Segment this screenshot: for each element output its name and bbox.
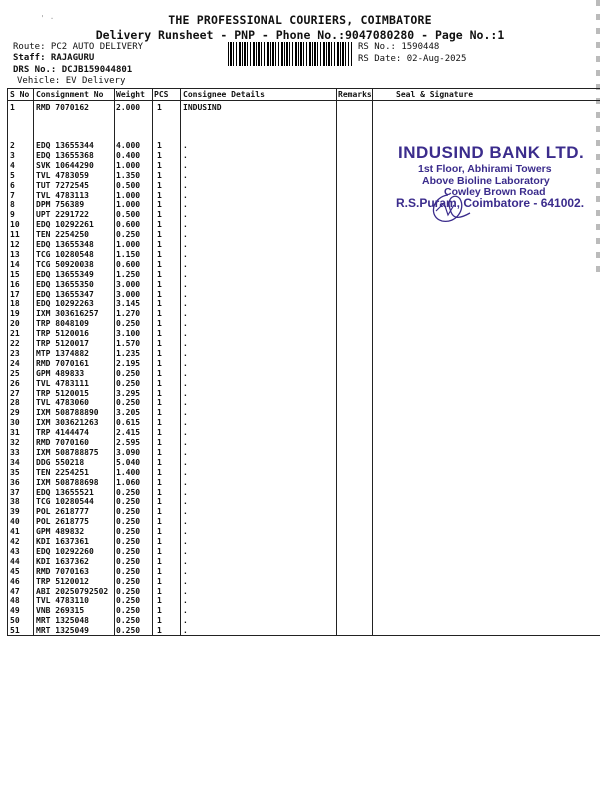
row-pcs: 1	[157, 546, 162, 556]
row-sno: 34	[10, 457, 20, 467]
row-consignee: .	[183, 348, 188, 358]
row-pcs: 1	[157, 279, 162, 289]
row-consignee: .	[183, 220, 188, 230]
row-sno: 23	[10, 348, 20, 358]
row-weight: 3.295	[116, 388, 141, 398]
row-pcs: 1	[157, 220, 162, 230]
row-weight: 3.205	[116, 408, 141, 418]
row-sno: 49	[10, 606, 20, 616]
row-pcs: 1	[157, 190, 162, 200]
row-pcs: 1	[157, 309, 162, 319]
row-pcs: 1	[157, 527, 162, 537]
row-consignment: TVL 4783111	[36, 378, 89, 388]
row-sno: 5	[10, 170, 15, 180]
route-text: Route: PC2 AUTO DELIVERY	[13, 42, 144, 52]
row-pcs: 1	[157, 447, 162, 457]
column-divider	[33, 89, 34, 635]
row-consignment: EDQ 13655368	[36, 150, 94, 160]
row-sno: 8	[10, 200, 15, 210]
row-consignee: .	[183, 616, 188, 626]
row-pcs: 1	[157, 418, 162, 428]
row-consignment: IXM 303621263	[36, 418, 99, 428]
row-weight: 0.615	[116, 418, 141, 428]
row-consignment: TRP 5120016	[36, 329, 89, 339]
row-weight: 0.600	[116, 259, 141, 269]
row-weight: 0.250	[116, 537, 141, 546]
row-consignee: .	[183, 309, 188, 319]
row-consignment: TCG 50920038	[36, 259, 94, 269]
row-pcs: 1	[157, 299, 162, 309]
row-weight: 3.100	[116, 329, 141, 339]
row-sno: 19	[10, 309, 20, 319]
row-sno: 32	[10, 438, 20, 447]
row-weight: 0.500	[116, 210, 141, 220]
row-pcs: 1	[157, 348, 162, 358]
company-title: THE PROFESSIONAL COURIERS, COIMBATORE	[168, 13, 432, 27]
row-consignee: .	[183, 467, 188, 477]
row-pcs: 1	[157, 249, 162, 259]
row-pcs: 1	[157, 626, 162, 636]
row-pcs: 1	[157, 358, 162, 368]
row-sno: 25	[10, 368, 20, 378]
row-weight: 1.350	[116, 170, 141, 180]
row-consignee: .	[183, 418, 188, 428]
row-pcs: 1	[157, 566, 162, 576]
row-consignment: TVL 4783110	[36, 596, 89, 606]
row-sno: 15	[10, 269, 20, 279]
row-consignee: .	[183, 606, 188, 616]
row-sno: 3	[10, 150, 15, 160]
row-sno: 22	[10, 339, 20, 348]
row-pcs: 1	[157, 230, 162, 240]
row-consignment: IXM 303616257	[36, 309, 99, 319]
row-pcs: 1	[157, 596, 162, 606]
row-consignee: .	[183, 447, 188, 457]
row-weight: 1.235	[116, 348, 141, 358]
row-consignment: TEN 2254250	[36, 230, 89, 240]
row-sno: 33	[10, 447, 20, 457]
row-sno: 37	[10, 487, 20, 497]
row-pcs: 1	[157, 556, 162, 566]
row-pcs: 1	[157, 507, 162, 517]
row-consignment: EDQ 10292261	[36, 220, 94, 230]
stamp-address-line: 1st Floor, Abhirami Towers	[418, 163, 552, 175]
row-consignee: .	[183, 230, 188, 240]
row-pcs: 1	[157, 438, 162, 447]
row-consignee: .	[183, 190, 188, 200]
row-pcs: 1	[157, 103, 162, 112]
row-weight: 0.250	[116, 606, 141, 616]
row-consignment: UPT 2291722	[36, 210, 89, 220]
row-sno: 47	[10, 586, 20, 596]
row-consignee: .	[183, 457, 188, 467]
row-sno: 51	[10, 626, 20, 636]
row-sno: 20	[10, 319, 20, 329]
row-pcs: 1	[157, 477, 162, 487]
row-weight: 2.415	[116, 428, 141, 438]
row-weight: 0.250	[116, 517, 141, 527]
row-weight: 0.250	[116, 546, 141, 556]
row-sno: 40	[10, 517, 20, 527]
row-consignee: .	[183, 210, 188, 220]
row-weight: 1.570	[116, 339, 141, 348]
row-weight: 0.250	[116, 566, 141, 576]
row-consignment: TRP 8048109	[36, 319, 89, 329]
row-consignment: RMD 7070160	[36, 438, 89, 447]
row-consignee: INDUSIND	[183, 103, 222, 112]
row-consignee: .	[183, 319, 188, 329]
row-pcs: 1	[157, 586, 162, 596]
row-sno: 26	[10, 378, 20, 388]
row-consignee: .	[183, 388, 188, 398]
row-pcs: 1	[157, 170, 162, 180]
row-sno: 13	[10, 249, 20, 259]
stamp-address-line: Cowley Brown Road	[444, 186, 546, 198]
row-pcs: 1	[157, 487, 162, 497]
row-pcs: 1	[157, 467, 162, 477]
row-weight: 2.195	[116, 358, 141, 368]
row-sno: 18	[10, 299, 20, 309]
row-sno: 45	[10, 566, 20, 576]
column-divider	[180, 89, 181, 635]
row-sno: 4	[10, 160, 15, 170]
row-consignment: GPM 489833	[36, 368, 85, 378]
col-header-seal: Seal & Signature	[396, 90, 474, 99]
row-consignee: .	[183, 626, 188, 636]
row-consignment: IXM 508788698	[36, 477, 99, 487]
bank-stamp	[388, 143, 600, 248]
row-consignee: .	[183, 596, 188, 606]
row-weight: 1.250	[116, 269, 141, 279]
row-sno: 36	[10, 477, 20, 487]
row-consignee: .	[183, 556, 188, 566]
row-weight: 1.060	[116, 477, 141, 487]
row-consignment: EDQ 13655350	[36, 279, 94, 289]
row-consignee: .	[183, 398, 188, 408]
row-sno: 31	[10, 428, 20, 438]
row-pcs: 1	[157, 378, 162, 388]
row-weight: 0.250	[116, 378, 141, 388]
row-consignment: TUT 7272545	[36, 180, 89, 190]
row-sno: 35	[10, 467, 20, 477]
row-pcs: 1	[157, 329, 162, 339]
row-sno: 43	[10, 546, 20, 556]
row-sno: 42	[10, 537, 20, 546]
row-consignee: .	[183, 477, 188, 487]
row-consignment: EDQ 13655347	[36, 289, 94, 299]
row-consignee: .	[183, 289, 188, 299]
column-divider	[372, 89, 373, 635]
row-weight: 3.000	[116, 279, 141, 289]
row-weight: 2.000	[116, 103, 141, 112]
vehicle-text: Vehicle: EV Delivery	[17, 76, 126, 86]
row-consignee: .	[183, 160, 188, 170]
row-weight: 3.000	[116, 289, 141, 299]
row-consignment: TVL 4783113	[36, 190, 89, 200]
runsheet-title: Delivery Runsheet - PNP - Phone No.:9047080280 - Page No.:1	[95, 28, 505, 42]
row-weight: 0.250	[116, 398, 141, 408]
row-sno: 48	[10, 596, 20, 606]
row-consignment: MRT 1325049	[36, 626, 89, 636]
row-weight: 5.040	[116, 457, 141, 467]
row-pcs: 1	[157, 259, 162, 269]
row-consignment: TRP 5120012	[36, 576, 89, 586]
row-consignment: RMD 7070162	[36, 103, 89, 112]
row-consignment: POL 2618775	[36, 517, 89, 527]
row-consignment: POL 2618777	[36, 507, 89, 517]
row-consignee: .	[183, 358, 188, 368]
row-pcs: 1	[157, 210, 162, 220]
row-pcs: 1	[157, 408, 162, 418]
row-weight: 0.250	[116, 507, 141, 517]
row-weight: 0.250	[116, 319, 141, 329]
row-sno: 44	[10, 556, 20, 566]
row-consignment: KDI 1637362	[36, 556, 89, 566]
row-consignment: TRP 5120015	[36, 388, 89, 398]
row-consignee: .	[183, 497, 188, 507]
row-consignment: EDQ 10292263	[36, 299, 94, 309]
row-consignment: IXM 508788890	[36, 408, 99, 418]
row-sno: 10	[10, 220, 20, 230]
column-divider	[336, 89, 337, 635]
row-weight: 0.250	[116, 556, 141, 566]
row-pcs: 1	[157, 606, 162, 616]
row-sno: 7	[10, 190, 15, 200]
row-consignee: .	[183, 150, 188, 160]
row-consignee: .	[183, 269, 188, 279]
row-weight: 2.595	[116, 438, 141, 447]
col-header-remarks: Remarks	[338, 90, 372, 99]
row-pcs: 1	[157, 398, 162, 408]
row-pcs: 1	[157, 576, 162, 586]
row-consignee: .	[183, 339, 188, 348]
row-consignee: .	[183, 170, 188, 180]
row-sno: 30	[10, 418, 20, 428]
drs-number: DRS No.: DCJB159044801	[13, 65, 133, 75]
row-pcs: 1	[157, 537, 162, 546]
row-consignee: .	[183, 527, 188, 537]
row-weight: 0.250	[116, 527, 141, 537]
row-consignment: DDG 550218	[36, 457, 85, 467]
row-weight: 0.250	[116, 586, 141, 596]
row-pcs: 1	[157, 428, 162, 438]
col-header-pcs: PCS	[154, 90, 169, 99]
row-pcs: 1	[157, 368, 162, 378]
row-pcs: 1	[157, 517, 162, 527]
row-consignment: IXM 508788875	[36, 447, 99, 457]
row-consignment: VNB 269315	[36, 606, 85, 616]
row-consignee: .	[183, 428, 188, 438]
row-weight: 0.400	[116, 150, 141, 160]
row-sno: 11	[10, 230, 20, 240]
handwritten-signature	[426, 191, 472, 225]
row-weight: 1.000	[116, 240, 141, 249]
row-sno: 38	[10, 497, 20, 507]
row-pcs: 1	[157, 457, 162, 467]
rs-number: RS No.: 1590448	[358, 42, 440, 52]
row-consignment: TVL 4783059	[36, 170, 89, 180]
row-sno: 6	[10, 180, 15, 190]
row-pcs: 1	[157, 388, 162, 398]
row-consignment: RMD 7070161	[36, 358, 89, 368]
row-consignee: .	[183, 566, 188, 576]
row-weight: 4.000	[116, 141, 141, 150]
row-sno: 39	[10, 507, 20, 517]
row-consignment: GPM 489832	[36, 527, 85, 537]
row-consignee: .	[183, 408, 188, 418]
row-pcs: 1	[157, 141, 162, 150]
row-pcs: 1	[157, 160, 162, 170]
row-weight: 1.000	[116, 200, 141, 210]
row-weight: 3.090	[116, 447, 141, 457]
row-pcs: 1	[157, 339, 162, 348]
row-consignee: .	[183, 180, 188, 190]
row-sno: 29	[10, 408, 20, 418]
row-consignment: EDQ 13655348	[36, 240, 94, 249]
header-divider	[8, 100, 600, 101]
row-consignment: MRT 1325048	[36, 616, 89, 626]
row-sno: 12	[10, 240, 20, 249]
row-sno: 24	[10, 358, 20, 368]
barcode	[228, 42, 352, 66]
row-weight: 0.250	[116, 576, 141, 586]
row-pcs: 1	[157, 289, 162, 299]
row-pcs: 1	[157, 616, 162, 626]
row-weight: 1.000	[116, 190, 141, 200]
col-header-weight: Weight	[116, 90, 145, 99]
col-header-consignee: Consignee Details	[183, 90, 265, 99]
row-consignee: .	[183, 517, 188, 527]
col-header-sno: S No	[10, 90, 30, 99]
row-weight: 0.250	[116, 487, 141, 497]
row-weight: 1.270	[116, 309, 141, 319]
row-sno: 17	[10, 289, 20, 299]
row-pcs: 1	[157, 497, 162, 507]
row-consignment: SVK 10644290	[36, 160, 94, 170]
row-pcs: 1	[157, 200, 162, 210]
stamp-address-line: R.S.Puram, Coimbatore - 641002.	[396, 196, 585, 210]
row-consignee: .	[183, 259, 188, 269]
row-pcs: 1	[157, 269, 162, 279]
row-pcs: 1	[157, 180, 162, 190]
row-weight: 0.250	[116, 626, 141, 636]
row-consignee: .	[183, 279, 188, 289]
row-pcs: 1	[157, 319, 162, 329]
staff-text: Staff: RAJAGURU	[13, 53, 95, 63]
row-consignment: KDI 1637361	[36, 537, 89, 546]
row-consignment: TCG 10280544	[36, 497, 94, 507]
stamp-address-line: Above Bioline Laboratory	[422, 175, 550, 187]
row-consignee: .	[183, 249, 188, 259]
row-sno: 21	[10, 329, 20, 339]
row-consignment: MTP 1374882	[36, 348, 89, 358]
row-consignment: EDQ 13655349	[36, 269, 94, 279]
row-sno: 46	[10, 576, 20, 586]
row-pcs: 1	[157, 150, 162, 160]
column-divider	[152, 89, 153, 635]
row-weight: 0.250	[116, 230, 141, 240]
row-sno: 2	[10, 141, 15, 150]
row-consignment: EDQ 10292260	[36, 546, 94, 556]
row-weight: 1.000	[116, 160, 141, 170]
row-weight: 0.250	[116, 616, 141, 626]
scan-mark: ' ·	[40, 14, 55, 23]
row-sno: 50	[10, 616, 20, 626]
row-weight: 0.500	[116, 180, 141, 190]
row-consignee: .	[183, 576, 188, 586]
row-sno: 9	[10, 210, 15, 220]
column-divider	[114, 89, 115, 635]
row-weight: 3.145	[116, 299, 141, 309]
row-consignment: EDQ 13655521	[36, 487, 94, 497]
row-consignment: TCG 10280548	[36, 249, 94, 259]
row-consignee: .	[183, 546, 188, 556]
row-consignee: .	[183, 438, 188, 447]
row-weight: 0.250	[116, 596, 141, 606]
row-consignment: ABI 20250792502	[36, 586, 109, 596]
row-weight: 1.150	[116, 249, 141, 259]
row-consignee: .	[183, 487, 188, 497]
row-weight: 0.600	[116, 220, 141, 230]
row-consignment: DPM 756389	[36, 200, 85, 210]
row-consignment: TRP 5120017	[36, 339, 89, 348]
row-consignee: .	[183, 141, 188, 150]
row-consignment: TRP 4144474	[36, 428, 89, 438]
row-sno: 27	[10, 388, 20, 398]
row-sno: 16	[10, 279, 20, 289]
row-consignee: .	[183, 378, 188, 388]
row-consignee: .	[183, 507, 188, 517]
row-weight: 1.400	[116, 467, 141, 477]
row-weight: 0.250	[116, 368, 141, 378]
rs-date: RS Date: 02-Aug-2025	[358, 54, 467, 64]
row-sno: 28	[10, 398, 20, 408]
row-sno: 14	[10, 259, 20, 269]
row-consignment: RMD 7070163	[36, 566, 89, 576]
row-consignment: TVL 4783060	[36, 398, 89, 408]
row-consignee: .	[183, 586, 188, 596]
row-sno: 1	[10, 103, 15, 112]
row-consignee: .	[183, 200, 188, 210]
row-consignment: TEN 2254251	[36, 467, 89, 477]
row-weight: 0.250	[116, 497, 141, 507]
row-consignee: .	[183, 299, 188, 309]
stamp-bank-name: INDUSIND BANK LTD.	[398, 143, 585, 162]
row-pcs: 1	[157, 240, 162, 249]
row-sno: 41	[10, 527, 20, 537]
row-consignment: EDQ 13655344	[36, 141, 94, 150]
row-consignee: .	[183, 240, 188, 249]
row-consignee: .	[183, 329, 188, 339]
col-header-consignment: Consignment No	[36, 90, 104, 99]
row-consignee: .	[183, 537, 188, 546]
row-consignee: .	[183, 368, 188, 378]
